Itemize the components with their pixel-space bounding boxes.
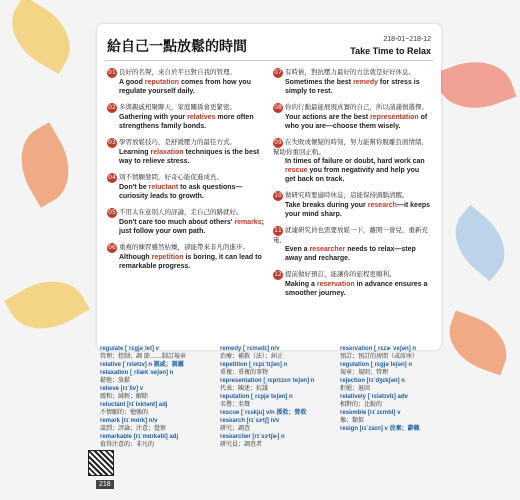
vocab-word: relieve [rɪˈliv] v bbox=[100, 386, 144, 392]
sentence-item bbox=[107, 138, 265, 166]
vocab-definition: 相對的；比較的 bbox=[340, 401, 383, 408]
vocab-column-1 bbox=[100, 345, 220, 449]
item-number: 11 bbox=[274, 227, 282, 234]
vocab-highlight: reluctant bbox=[148, 184, 179, 191]
vocab-highlight: reputation bbox=[144, 79, 180, 86]
leaf-decoration bbox=[4, 266, 90, 344]
vocab-column-3 bbox=[340, 345, 460, 433]
sentence-item bbox=[273, 191, 431, 219]
sentence-zh: 02 多與親戚相聚聊天，家庭關係會更緊密。 bbox=[108, 103, 236, 111]
content-card bbox=[97, 24, 441, 350]
item-number: 01 bbox=[108, 69, 116, 76]
right-column bbox=[273, 68, 431, 305]
divider bbox=[105, 60, 433, 61]
item-number: 06 bbox=[108, 244, 116, 251]
vocab-definition: 預訂；預訂的房間（或席座） bbox=[340, 353, 419, 360]
sentence-zh: 05 不用太在意別人的評論，走自己的路就好。 bbox=[108, 208, 243, 216]
item-number: 12 bbox=[274, 271, 282, 278]
vocab-word: researcher [rɪˈsɝtʃɚ] n bbox=[220, 434, 285, 440]
sentence-en: Although repetition is boring, it can lead to remarkable progress. bbox=[119, 254, 262, 270]
vocab-column-2 bbox=[220, 345, 340, 449]
vocab-word: research [rɪˈsɝtʃ] n/v bbox=[220, 418, 280, 424]
item-number: 04 bbox=[108, 174, 116, 181]
sentence-item bbox=[107, 243, 265, 271]
sentence-item bbox=[107, 173, 265, 201]
sentence-zh: 04 別不情願發問，好奇心能促進成長。 bbox=[108, 173, 223, 181]
vocab-highlight: reservation bbox=[316, 281, 355, 288]
sentence-item bbox=[107, 103, 265, 131]
vocab-word: reluctant [rɪˈlʌktənt] adj bbox=[100, 402, 168, 408]
sentence-item bbox=[273, 68, 431, 96]
vocab-word: remedy [ˈrɛmədɪ] n/v bbox=[220, 346, 280, 352]
leaf-decoration bbox=[434, 50, 517, 121]
vocab-word: rejection [rɪˈdʒɛkʃən] n bbox=[340, 378, 405, 384]
vocab-word: resign [rɪˈzaɪn] v 放棄；辭職 bbox=[340, 426, 420, 432]
vocab-definition: 規章；規則；管理 bbox=[340, 369, 389, 376]
vocab-highlight: representation bbox=[370, 114, 419, 121]
vocab-definition: 鬆弛；放鬆 bbox=[100, 377, 131, 384]
vocab-highlight: repetition bbox=[151, 254, 184, 261]
page-title: 給自己一點放鬆的時間 bbox=[107, 38, 247, 54]
sentence-en: Learning relaxation techniques is the best way to relieve stress. bbox=[119, 149, 260, 165]
page-number: 218 bbox=[96, 480, 114, 489]
vocab-word: regulation [ˌrɛɡjəˈleʃən] n bbox=[340, 362, 412, 368]
vocab-definition: 談到；評論；注意；覺察 bbox=[100, 425, 167, 432]
sentence-en: Sometimes the best remedy for stress is simply to rest. bbox=[285, 79, 420, 95]
vocab-highlight: researcher bbox=[309, 246, 346, 253]
vocab-definition: 代表；陳述；抗議 bbox=[220, 385, 269, 392]
sentence-en: Gathering with your relatives more often strengthens family bonds. bbox=[119, 114, 254, 130]
qr-code[interactable] bbox=[88, 450, 114, 476]
vocab-definition: 值得注意的；非凡的 bbox=[100, 441, 155, 448]
vocab-definition: 研究員；調查者 bbox=[220, 441, 263, 448]
item-number: 10 bbox=[274, 192, 282, 199]
vocab-definition: 重複；重複的事物 bbox=[220, 369, 269, 376]
vocab-highlight: remarks bbox=[234, 219, 262, 226]
sentence-item bbox=[107, 68, 265, 96]
left-column bbox=[107, 68, 265, 278]
sentence-en: Even a researcher needs to relax—step away and recharge. bbox=[285, 246, 416, 262]
vocab-word: resemble [rɪˈzɛmbl] v bbox=[340, 410, 401, 416]
vocab-highlight: rescue bbox=[285, 167, 308, 174]
leaf-decoration bbox=[6, 122, 84, 208]
item-number: 03 bbox=[108, 139, 116, 146]
vocab-word: relative [ˈrɛlətɪv] n 親戚；親屬 bbox=[100, 362, 184, 368]
page-subtitle: Take Time to Relax bbox=[350, 46, 431, 56]
sentence-en: In times of failure or doubt, hard work can rescue you from negativity and help you get back on track. bbox=[285, 158, 425, 183]
vocab-word: regulate [ˈrɛɡjəˌlet] v bbox=[100, 346, 159, 352]
vocab-word: representation [ˌrɛprɪzɛnˈteʃən] n bbox=[220, 378, 315, 384]
vocab-definition: 拒絕；退回 bbox=[340, 385, 371, 392]
vocab-word: remark [rɪˈmɑrk] n/v bbox=[100, 418, 158, 424]
sentence-en: Making a reservation in advance ensures a smoother journey. bbox=[285, 281, 428, 297]
leaf-decoration bbox=[0, 0, 84, 74]
sentence-zh: 07 有時候，對抗壓力最好的方法就是好好休息。 bbox=[274, 68, 415, 76]
audio-track-label: 218-01~218-12 bbox=[383, 36, 431, 43]
vocab-definition: 不情願的；勉強的 bbox=[100, 409, 149, 416]
item-number: 08 bbox=[274, 104, 282, 111]
vocab-definition: 管理；控制；調 節……制訂規章 bbox=[100, 353, 186, 360]
vocab-definition: 像；類似 bbox=[340, 417, 365, 424]
item-number: 02 bbox=[108, 104, 116, 111]
sentence-zh: 01 良好的名聲，來自於平日對自我的管理。 bbox=[108, 68, 236, 76]
vocab-word: remarkable [rɪˈmɑrkəbl] adj bbox=[100, 434, 179, 440]
sentence-zh: 03 學習放鬆技巧，是舒緩壓力的最佳方式。 bbox=[108, 138, 236, 146]
vocab-definition: 研究；調查 bbox=[220, 425, 251, 432]
sentence-en: Your actions are the best representation of who you are—choose them wisely. bbox=[285, 114, 428, 130]
sentence-zh: 08 你的行動最能展現真實的自己，所以請謹慎選擇。 bbox=[274, 103, 428, 111]
vocab-word: repetition [ˌrɛpɪˈtɪʃən] n bbox=[220, 362, 288, 368]
sentence-zh: 11 就連研究員也需要放鬆一下，離開一會兒，重新充電。 bbox=[273, 226, 428, 244]
sentence-en: A good reputation comes from how you regulate yourself daily. bbox=[119, 79, 251, 95]
leaf-decoration bbox=[441, 205, 520, 281]
sentence-en: Take breaks during your research—it keeps your mind sharp. bbox=[285, 202, 431, 218]
sentence-item bbox=[273, 226, 431, 263]
vocab-highlight: remedy bbox=[353, 79, 378, 86]
sentence-en: Don't care too much about others' remarks; just follow your own path. bbox=[119, 219, 264, 235]
sentence-item bbox=[273, 138, 431, 184]
vocab-definition: 治療；補救（法）；糾正 bbox=[220, 353, 284, 360]
sentence-item bbox=[273, 103, 431, 131]
sentence-zh: 10 做研究時要適時休息，這能保持頭腦清醒。 bbox=[274, 191, 409, 199]
vocab-highlight: relaxation bbox=[150, 149, 184, 156]
vocab-highlight: research bbox=[367, 202, 397, 209]
item-number: 07 bbox=[274, 69, 282, 76]
sentence-zh: 09 在失敗或懷疑的時刻，努力能幫你脫離負面情緒，幫助你重回正軌。 bbox=[273, 138, 428, 156]
sentence-en: Don't be reluctant to ask questions—curiosity leads to growth. bbox=[119, 184, 243, 200]
sentence-zh: 12 提前做好預訂，能讓你的旅程更順利。 bbox=[274, 270, 396, 278]
vocab-highlight: relatives bbox=[187, 114, 216, 121]
vocab-definition: 名譽；名聲 bbox=[220, 401, 251, 408]
sentence-zh: 06 重複的練習雖然枯燥，卻能帶來非凡的進步。 bbox=[108, 243, 249, 251]
item-number: 09 bbox=[274, 139, 282, 146]
vocab-definition: 緩和；減輕；解除 bbox=[100, 393, 149, 400]
vocab-word: reputation [ˌrɛpjəˈteʃən] n bbox=[220, 394, 293, 400]
sentence-item bbox=[107, 208, 265, 236]
item-number: 05 bbox=[108, 209, 116, 216]
vocab-word: relaxation [ˌrilækˈseʃən] n bbox=[100, 370, 174, 376]
vocab-word: rescue [ˈrɛskju] v/n 援救；營救 bbox=[220, 410, 307, 416]
vocab-word: relatively [ˈrɛlətɪvlɪ] adv bbox=[340, 394, 408, 400]
vocab-word: reservation [ˌrɛzɚˈveʃən] n bbox=[340, 346, 417, 352]
sentence-item bbox=[273, 270, 431, 298]
